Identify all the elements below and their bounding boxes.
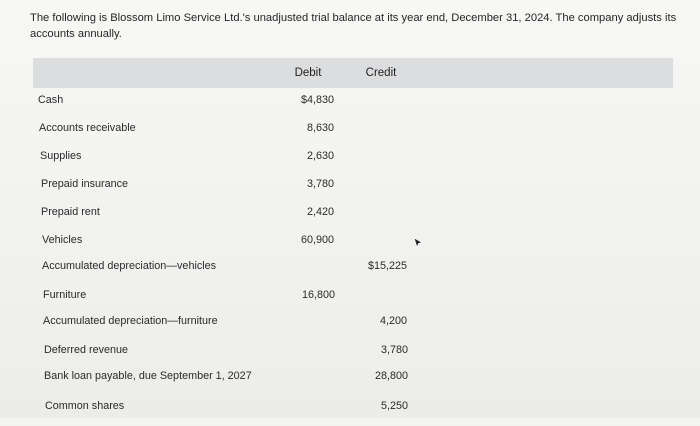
table-row <box>33 178 673 204</box>
account-name: Prepaid insurance <box>41 178 129 190</box>
debit-amount: 60,900 <box>300 234 334 246</box>
credit-amount: 3,780 <box>380 344 408 356</box>
account-name: Supplies <box>40 150 82 162</box>
table-row <box>33 344 673 370</box>
table-row <box>33 289 673 315</box>
credit-amount: 5,250 <box>380 400 408 412</box>
account-name: Accumulated depreciation—vehicles <box>42 260 217 272</box>
account-name: Bank loan payable, due September 1, 2027 <box>44 370 252 382</box>
table-row <box>33 234 673 260</box>
debit-column-header: Debit <box>294 67 322 79</box>
debit-amount: 8,630 <box>306 122 334 134</box>
account-name: Accounts receivable <box>39 122 136 134</box>
credit-column-header: Credit <box>365 67 397 79</box>
table-row <box>33 94 673 120</box>
account-name: Common shares <box>45 400 125 412</box>
debit-amount: 16,800 <box>301 289 335 301</box>
table-row <box>33 315 673 341</box>
account-name: Deferred revenue <box>44 344 129 356</box>
credit-amount: $15,225 <box>367 260 407 272</box>
table-row <box>33 206 673 232</box>
table-header-row <box>33 58 673 88</box>
table-row <box>33 370 673 396</box>
table-row <box>33 122 673 148</box>
account-name: Accumulated depreciation—furniture <box>43 315 218 327</box>
account-name: Vehicles <box>42 234 83 246</box>
account-name: Cash <box>38 94 64 106</box>
table-row <box>33 150 673 176</box>
table-row <box>33 260 673 286</box>
debit-amount: $4,830 <box>300 94 334 106</box>
debit-amount: 2,630 <box>306 150 334 162</box>
table-row <box>33 400 673 426</box>
credit-amount: 4,200 <box>379 315 407 327</box>
trial-balance-table <box>33 58 673 418</box>
intro-paragraph: The following is Blossom Limo Service Ltd.'s unadjusted trial balance at its year end, December 31, 2024. The company adjusts its accounts annually. <box>30 12 677 40</box>
account-name: Prepaid rent <box>41 206 100 218</box>
account-name: Furniture <box>43 289 87 301</box>
debit-amount: 3,780 <box>306 178 334 190</box>
credit-amount: 28,800 <box>374 370 408 382</box>
debit-amount: 2,420 <box>306 206 334 218</box>
